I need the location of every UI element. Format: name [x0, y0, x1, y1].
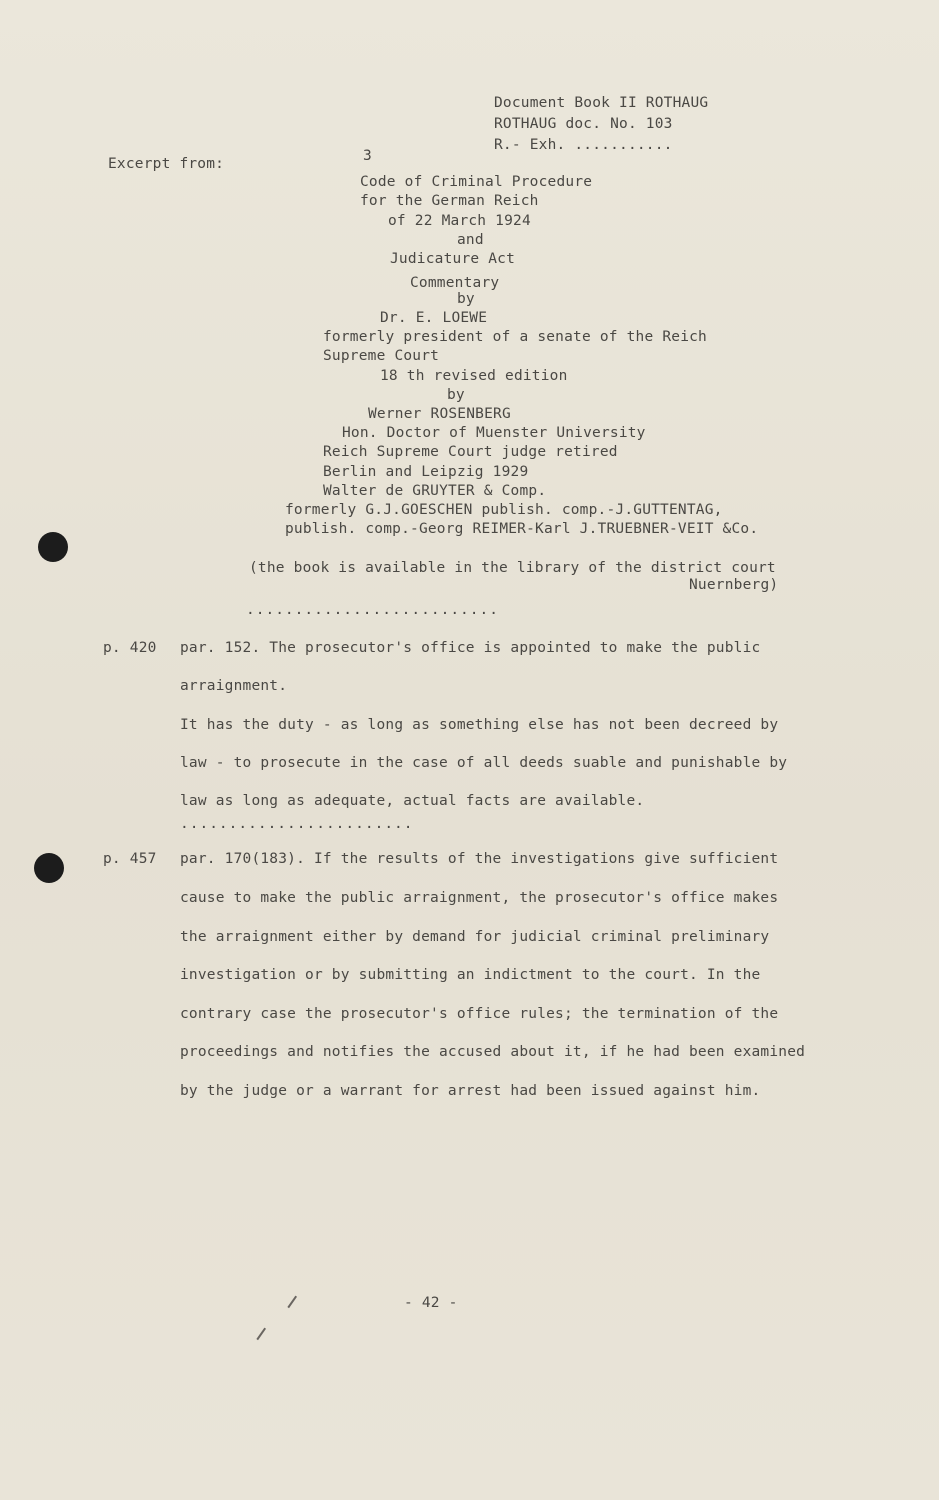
punch-hole [34, 853, 64, 883]
citation-publisher: publish. comp.-Georg REIMER-Karl J.TRUEBNER-VEIT &Co. [285, 521, 759, 537]
citation-title: Judicature Act [390, 251, 516, 267]
paragraph-line: cause to make the public arraignment, the prosecutor's office makes [180, 890, 779, 906]
citation-title: Code of Criminal Procedure [360, 174, 593, 190]
paragraph-line: law - to prosecute in the case of all deeds suable and punishable by [180, 755, 788, 771]
paragraph-line: par. 170(183). If the results of the investigations give sufficient [180, 851, 779, 867]
citation-editor: Werner ROSENBERG [368, 406, 511, 422]
citation-editor-desc: Hon. Doctor of Muenster University [342, 425, 646, 441]
header-doc-number: ROTHAUG doc. No. 103 [494, 116, 673, 132]
page-number: - 42 - [404, 1295, 458, 1311]
citation-commentary: Commentary [410, 275, 500, 291]
availability-note: (the book is available in the library of the district court [249, 560, 776, 576]
citation-by: by [447, 387, 465, 403]
paragraph-line: proceedings and notifies the accused about it, if he had been examined [180, 1044, 806, 1060]
availability-note-city: Nuernberg) [689, 577, 779, 593]
paragraph-line: par. 152. The prosecutor's office is appointed to make the public [180, 640, 761, 656]
citation-author-desc: formerly president of a senate of the Reich [323, 329, 707, 345]
citation-number: 3 [363, 148, 372, 164]
page-reference: p. 457 [103, 851, 157, 867]
punch-hole [38, 532, 68, 562]
page-reference: p. 420 [103, 640, 157, 656]
paragraph-line: contrary case the prosecutor's office rules; the termination of the [180, 1006, 779, 1022]
citation-publisher: formerly G.J.GOESCHEN publish. comp.-J.GUTTENTAG, [285, 502, 723, 518]
citation-publisher: Walter de GRUYTER & Comp. [323, 483, 547, 499]
citation-by: by [457, 291, 475, 307]
citation-date: of 22 March 1924 [388, 213, 531, 229]
citation-editor-desc: Reich Supreme Court judge retired [323, 444, 618, 460]
citation-place: Berlin and Leipzig 1929 [323, 464, 529, 480]
pencil-mark [256, 1328, 265, 1340]
header-doc-book: Document Book II ROTHAUG [494, 95, 709, 111]
excerpt-label: Excerpt from: [108, 156, 225, 172]
separator-dots: .......................... [246, 602, 499, 618]
separator-dots: ........................ [180, 816, 414, 832]
citation-edition: 18 th revised edition [380, 368, 568, 384]
header-exhibit: R.- Exh. ........... [494, 137, 673, 153]
citation-author-desc: Supreme Court [323, 348, 440, 364]
paragraph-line: arraignment. [180, 678, 288, 694]
citation-title: for the German Reich [360, 193, 539, 209]
pencil-mark [287, 1296, 296, 1308]
paragraph-line: investigation or by submitting an indictment to the court. In the [180, 967, 761, 983]
citation-author: Dr. E. LOEWE [380, 310, 488, 326]
paragraph-line: law as long as adequate, actual facts are available. [180, 793, 645, 809]
paragraph-line: the arraignment either by demand for judicial criminal preliminary [180, 929, 770, 945]
paragraph-line: by the judge or a warrant for arrest had been issued against him. [180, 1083, 761, 1099]
paragraph-line: It has the duty - as long as something else has not been decreed by [180, 717, 779, 733]
citation-and: and [457, 232, 484, 248]
